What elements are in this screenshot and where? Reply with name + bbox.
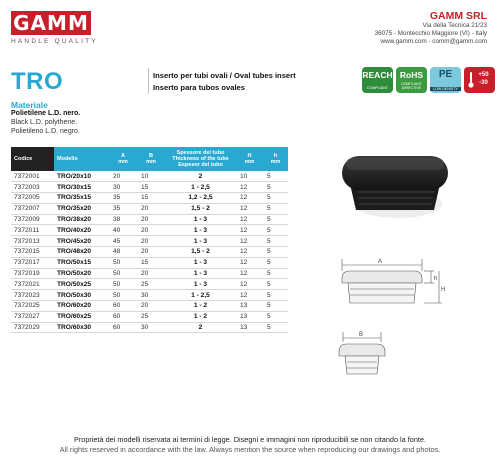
cell-code: 7372027 — [11, 311, 54, 322]
dimensions-table — [11, 147, 288, 333]
cell-model: TRO/50x25 — [54, 279, 109, 290]
cell-hs: 5 — [263, 171, 288, 182]
technical-drawing-front — [335, 330, 405, 385]
cell-hs: 5 — [263, 301, 288, 312]
brand-tagline: HANDLE QUALITY — [11, 38, 98, 45]
reach-badge — [362, 67, 393, 93]
cell-code: 7372001 — [11, 171, 54, 182]
table-row — [11, 214, 288, 225]
table-header-row — [11, 147, 288, 171]
cell-model: TRO/50x15 — [54, 257, 109, 268]
cell-code: 7372017 — [11, 257, 54, 268]
cell-h: 10 — [236, 171, 263, 182]
cell-model: TRO/30x15 — [54, 182, 109, 193]
cell-h: 12 — [236, 247, 263, 258]
cell-thk: 1 - 3 — [165, 279, 236, 290]
cell-thk: 1,2 - 2,5 — [165, 193, 236, 204]
cell-a: 20 — [109, 171, 137, 182]
table-row — [11, 171, 288, 182]
product-subtitle — [153, 70, 296, 93]
pe-badge-sub: LOW DENSITY — [430, 87, 461, 91]
cell-model: TRO/40x20 — [54, 225, 109, 236]
cell-hs: 5 — [263, 193, 288, 204]
cell-h: 12 — [236, 182, 263, 193]
cell-code: 7372009 — [11, 214, 54, 225]
cell-h: 13 — [236, 322, 263, 333]
company-info — [375, 10, 487, 46]
table-row — [11, 236, 288, 247]
cell-thk: 2 — [165, 171, 236, 182]
technical-drawing-side — [338, 255, 448, 325]
table-row — [11, 203, 288, 214]
header-h: H mm — [236, 147, 263, 171]
cell-hs: 5 — [263, 225, 288, 236]
table-row — [11, 301, 288, 312]
cell-h: 12 — [236, 290, 263, 301]
cell-a: 38 — [109, 214, 137, 225]
cell-model: TRO/38x20 — [54, 214, 109, 225]
cell-model: TRO/48x20 — [54, 247, 109, 258]
cell-hs: 5 — [263, 311, 288, 322]
cell-h: 12 — [236, 193, 263, 204]
table-row — [11, 257, 288, 268]
cell-a: 60 — [109, 311, 137, 322]
cell-b: 25 — [137, 279, 165, 290]
thermometer-icon — [468, 72, 474, 88]
cell-thk: 2 — [165, 322, 236, 333]
cell-model: TRO/20x10 — [54, 171, 109, 182]
cell-a: 50 — [109, 290, 137, 301]
company-web[interactable]: www.gamm.com - comm@gamm.com — [380, 38, 487, 45]
header-h-small: h mm — [263, 147, 288, 171]
cell-thk: 1 - 3 — [165, 214, 236, 225]
rohs-badge-sub: COMPLIANT DIRECTIVE — [401, 82, 422, 90]
table-row — [11, 279, 288, 290]
cell-h: 12 — [236, 225, 263, 236]
pe-badge — [430, 67, 461, 93]
header-b: B mm — [137, 147, 165, 171]
cell-hs: 5 — [263, 290, 288, 301]
cell-h: 12 — [236, 236, 263, 247]
cell-hs: 5 — [263, 279, 288, 290]
table-row — [11, 193, 288, 204]
cell-b: 15 — [137, 193, 165, 204]
product-title: TRO — [11, 68, 64, 95]
cell-model: TRO/60x25 — [54, 311, 109, 322]
pe-badge-title: PE — [438, 69, 453, 80]
table-row — [11, 182, 288, 193]
dimension-a-label: A — [378, 259, 383, 265]
cell-h: 12 — [236, 214, 263, 225]
cell-b: 15 — [137, 257, 165, 268]
cell-hs: 5 — [263, 268, 288, 279]
cell-a: 50 — [109, 257, 137, 268]
cell-code: 7372029 — [11, 322, 54, 333]
cell-code: 7372019 — [11, 268, 54, 279]
cell-hs: 5 — [263, 257, 288, 268]
temperature-badge — [464, 67, 495, 93]
header-a: A mm — [109, 147, 137, 171]
table-row — [11, 247, 288, 258]
cell-thk: 1 - 3 — [165, 236, 236, 247]
cell-b: 20 — [137, 214, 165, 225]
cell-a: 60 — [109, 301, 137, 312]
cell-code: 7372015 — [11, 247, 54, 258]
dimension-b-label: B — [359, 332, 364, 338]
cell-code: 7372023 — [11, 290, 54, 301]
rohs-badge — [396, 67, 427, 93]
cell-model: TRO/45x20 — [54, 236, 109, 247]
cell-code: 7372011 — [11, 225, 54, 236]
cell-b: 30 — [137, 290, 165, 301]
cell-a: 48 — [109, 247, 137, 258]
cell-thk: 1 - 2,5 — [165, 290, 236, 301]
cell-b: 20 — [137, 301, 165, 312]
cell-b: 25 — [137, 311, 165, 322]
table-row — [11, 268, 288, 279]
footer-copyright-en: All rights reserved in accordance with the law. Always mention the source when reproducing our drawings and photos. — [59, 445, 441, 454]
cell-a: 50 — [109, 268, 137, 279]
cell-hs: 5 — [263, 236, 288, 247]
header-model: Modello — [54, 147, 109, 171]
cell-b: 20 — [137, 203, 165, 214]
cell-a: 60 — [109, 322, 137, 333]
table-row — [11, 311, 288, 322]
header-code: Codice — [11, 147, 54, 171]
cell-hs: 5 — [263, 322, 288, 333]
cell-b: 10 — [137, 171, 165, 182]
cell-a: 30 — [109, 182, 137, 193]
cell-thk: 1 - 2,5 — [165, 182, 236, 193]
cell-a: 50 — [109, 279, 137, 290]
cell-hs: 5 — [263, 203, 288, 214]
company-city: 36075 - Montecchio Maggiore (VI) - Italy — [374, 30, 487, 37]
cell-h: 13 — [236, 301, 263, 312]
cell-model: TRO/35x20 — [54, 203, 109, 214]
dimension-h-big-label: H — [441, 287, 446, 293]
product-photo — [330, 148, 460, 253]
brand-logo — [11, 11, 91, 41]
cell-h: 12 — [236, 203, 263, 214]
temp-min: -30 — [479, 80, 488, 86]
cell-hs: 5 — [263, 214, 288, 225]
cell-code: 7372025 — [11, 301, 54, 312]
cell-code: 7372007 — [11, 203, 54, 214]
cell-thk: 1 - 2 — [165, 301, 236, 312]
table-row — [11, 322, 288, 333]
table-row — [11, 290, 288, 301]
cell-model: TRO/35x15 — [54, 193, 109, 204]
material-it: Polietilene L.D. nero. — [11, 110, 81, 117]
cell-thk: 1 - 3 — [165, 257, 236, 268]
cell-thk: 1 - 3 — [165, 268, 236, 279]
cell-b: 20 — [137, 268, 165, 279]
cell-hs: 5 — [263, 247, 288, 258]
product-subtitle-1: Inserto per tubi ovali / Oval tubes insert — [153, 71, 296, 80]
cell-a: 35 — [109, 203, 137, 214]
company-address: Via della Tecnica 21/23 — [422, 22, 487, 29]
cell-code: 7372013 — [11, 236, 54, 247]
cell-thk: 1,5 - 2 — [165, 203, 236, 214]
cell-h: 12 — [236, 268, 263, 279]
cell-model: TRO/60x20 — [54, 301, 109, 312]
cell-a: 35 — [109, 193, 137, 204]
material-en: Black L.D. polythene. — [11, 119, 78, 126]
cell-b: 20 — [137, 225, 165, 236]
cell-model: TRO/50x30 — [54, 290, 109, 301]
cell-hs: 5 — [263, 182, 288, 193]
logo-text: GAMM — [13, 11, 89, 35]
cell-model: TRO/50x20 — [54, 268, 109, 279]
cell-b: 30 — [137, 322, 165, 333]
reach-badge-title: REACH — [362, 70, 393, 80]
cell-a: 45 — [109, 236, 137, 247]
dimension-h-small-label: h — [434, 276, 438, 282]
header-thickness: Spessore del tubo Thickness of the tube Espesor del tubo — [165, 147, 236, 171]
cell-b: 15 — [137, 182, 165, 193]
cell-code: 7372021 — [11, 279, 54, 290]
company-name: GAMM SRL — [429, 10, 487, 22]
cell-b: 20 — [137, 236, 165, 247]
title-divider — [148, 68, 149, 94]
cell-code: 7372005 — [11, 193, 54, 204]
product-subtitle-2: Inserto para tubos ovales — [153, 82, 245, 92]
cell-thk: 1 - 3 — [165, 225, 236, 236]
rohs-badge-title: RoHS — [399, 70, 424, 80]
material-es: Polietileno L.D. negro. — [11, 128, 80, 135]
cell-model: TRO/60x30 — [54, 322, 109, 333]
cell-b: 20 — [137, 247, 165, 258]
cell-thk: 1,5 - 2 — [165, 247, 236, 258]
table-row — [11, 225, 288, 236]
material-title: Materiale — [11, 100, 48, 110]
certification-badges — [362, 67, 495, 93]
cell-h: 12 — [236, 279, 263, 290]
cell-code: 7372003 — [11, 182, 54, 193]
temp-max: +50 — [478, 72, 489, 78]
cell-a: 40 — [109, 225, 137, 236]
reach-badge-sub: COMPLIANT — [367, 86, 388, 90]
footer-copyright-it: Proprietà dei modelli riservata ai termini di legge. Disegni e immagini non riproducibili se non citando la fonte. — [73, 435, 427, 444]
cell-h: 12 — [236, 257, 263, 268]
cell-h: 13 — [236, 311, 263, 322]
cell-thk: 1 - 2 — [165, 311, 236, 322]
